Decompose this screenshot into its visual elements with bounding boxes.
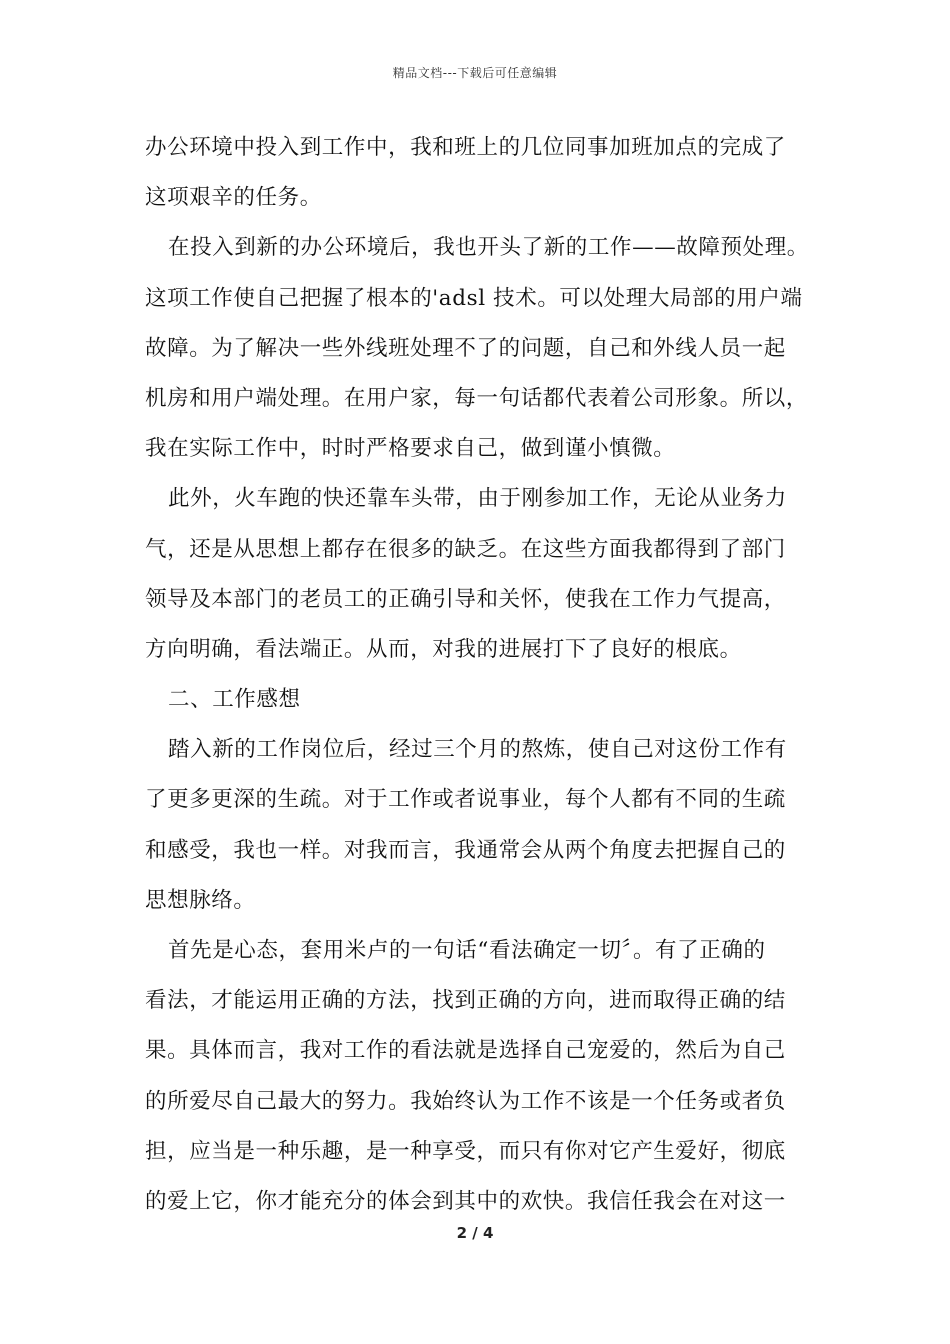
text-line: 这项艰辛的任务。: [145, 185, 322, 211]
text-line: 担，应当是一种乐趣，是一种享受，而只有你对它产生爱好，彻底: [145, 1138, 786, 1164]
text-line: 此外，火车跑的快还靠车头带，由于刚参加工作，无论从业务力: [168, 486, 787, 512]
text-line: 领导及本部门的老员工的正确引导和关怀，使我在工作力气提高，: [145, 586, 786, 612]
text-line: 机房和用户端处理。在用户家，每一句话都代表着公司形象。所以，: [145, 385, 809, 411]
text-line: 和感受，我也一样。对我而言，我通常会从两个角度去把握自己的: [145, 837, 786, 863]
text-line: 办公环境中投入到工作中，我和班上的几位同事加班加点的完成了: [145, 135, 786, 160]
text-line: 这项工作使自己把握了根本的'adsl 技术。可以处理大局部的用户端: [145, 285, 803, 311]
text-line: 了更多更深的生疏。对于工作或者说事业，每个人都有不同的生疏: [145, 787, 786, 813]
text-line: 气，还是从思想上都存在很多的缺乏。在这些方面我都得到了部门: [145, 536, 786, 562]
page-header: 精品文档---下载后可任意编辑: [392, 66, 558, 80]
text-line: 二、工作感想: [168, 687, 301, 713]
document-body: [145, 123, 825, 1227]
text-line: 果。具体而言，我对工作的看法就是选择自己宠爱的，然后为自己: [145, 1038, 786, 1064]
text-line: 故障。为了解决一些外线班处理不了的问题，自己和外线人员一起: [145, 335, 786, 361]
text-line: 在投入到新的办公环境后，我也开头了新的工作——故障预处理。: [168, 235, 809, 261]
text-line: 看法，才能运用正确的方法，找到正确的方向，进而取得正确的结: [145, 988, 786, 1014]
text-line: 我在实际工作中，时时严格要求自己，做到谨小慎微。: [145, 436, 676, 462]
text-line: 思想脉络。: [145, 887, 256, 913]
text-line: 踏入新的工作岗位后，经过三个月的熬炼，使自己对这份工作有: [168, 737, 787, 763]
page-number: 2 / 4: [456, 1224, 494, 1242]
text-line: 的所爱尽自己最大的努力。我始终认为工作不该是一个任务或者负: [145, 1088, 786, 1114]
text-line: 的爱上它，你才能充分的体会到其中的欢快。我信任我会在对这一: [145, 1188, 786, 1214]
text-line: 首先是心态，套用米卢的一句话“看法确定一切〞。有了正确的: [168, 938, 766, 963]
text-line: 方向明确，看法端正。从而，对我的进展打下了良好的根底。: [145, 636, 742, 662]
